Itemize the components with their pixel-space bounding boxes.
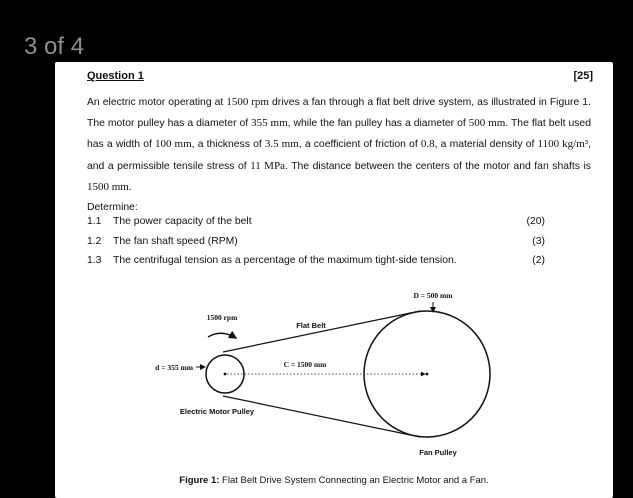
belt-drive-diagram bbox=[55, 62, 613, 498]
fan-shaft-center bbox=[426, 373, 429, 376]
label-center-distance: C = 1500 mm bbox=[283, 360, 327, 369]
rotation-arrow-icon bbox=[208, 333, 236, 338]
document-page bbox=[55, 62, 613, 498]
subquestion-item: 1.1 The power capacity of the belt (20) bbox=[87, 216, 545, 227]
label-motor-diameter: d = 355 mm bbox=[155, 363, 193, 372]
label-motor-speed: 1500 rpm bbox=[206, 313, 238, 322]
figure-caption: Figure 1: Flat Belt Drive System Connecting an Electric Motor and a Fan. bbox=[179, 475, 489, 486]
subquestion-item: 1.2 The fan shaft speed (RPM) (3) bbox=[87, 235, 545, 247]
subquestion-item: 1.3 The centrifugal tension as a percentage of the maximum tight-side tension. (2) bbox=[87, 255, 545, 266]
page-counter: 3 of 4 bbox=[24, 33, 85, 60]
question-marks: [25] bbox=[573, 70, 593, 82]
label-fan-diameter: D = 500 mm bbox=[413, 291, 453, 300]
motor-shaft-center bbox=[224, 373, 227, 376]
label-flat-belt: Flat Belt bbox=[296, 321, 326, 330]
label-motor-pulley: Electric Motor Pulley bbox=[179, 407, 255, 416]
problem-statement: An electric motor operating at 1500 rpm drives a fan through a flat belt drive system, as illustrated in Figure 1. The motor pulley has a diameter of 355 mm, while the fan pulley has a diameter of 500 mm. The flat belt used has a width of 100 mm, a thickness of 3.5 mm, a coefficient of friction of 0.8, a material density of 1100 kg/m³, and a permissible tensile stress of 11 MPa. The distance between the centers of the motor and fan shafts is 1500 mm. bbox=[87, 96, 591, 193]
label-fan-pulley: Fan Pulley bbox=[419, 448, 457, 457]
question-title: Question 1 bbox=[87, 70, 144, 82]
determine-label: Determine: bbox=[87, 202, 138, 214]
